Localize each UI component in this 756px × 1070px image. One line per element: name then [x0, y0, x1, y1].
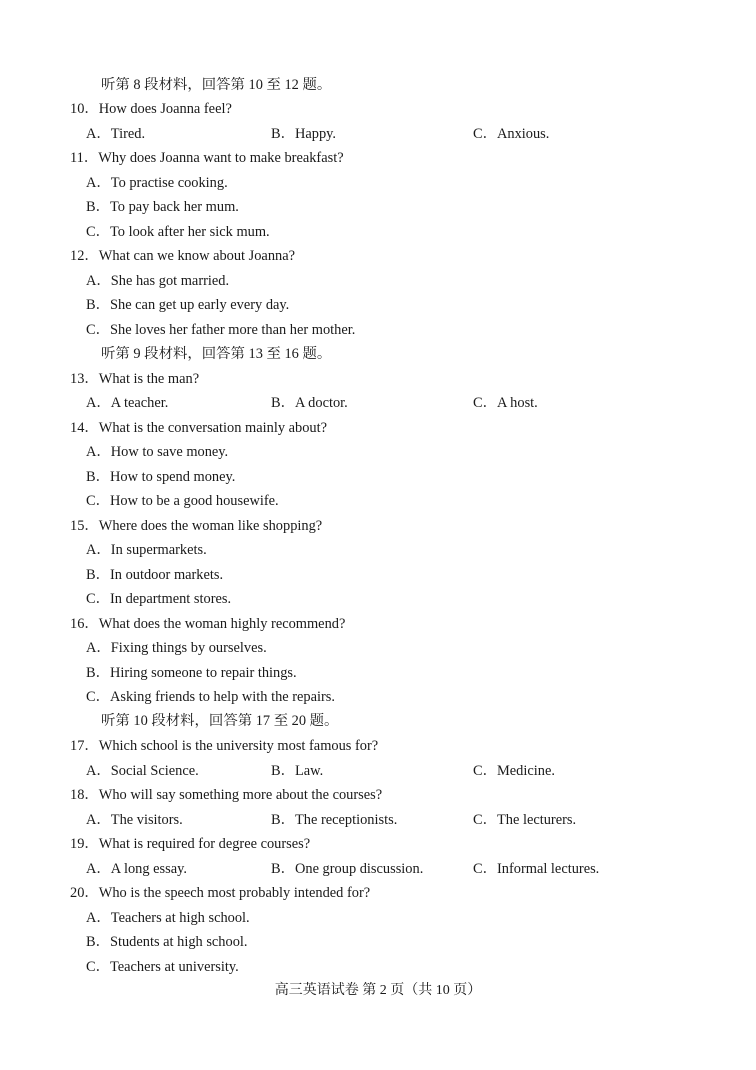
question-11-stem: 11．Why does Joanna want to make breakfast?: [70, 150, 344, 166]
question-14-option-a: A．How to save money.: [86, 444, 229, 460]
question-14-option-b: B．How to spend money.: [86, 469, 236, 485]
option-c: C．The lecturers.: [473, 812, 577, 828]
option-a: A．Tired.: [86, 126, 146, 142]
question-20-option-a: A．Teachers at high school.: [86, 910, 250, 926]
question-19-stem: 19．What is required for degree courses?: [70, 836, 311, 852]
question-17-options: [0, 759, 756, 784]
section-heading-9: 听第 9 段材料，回答第 13 至 16 题。: [101, 346, 332, 362]
question-12-option-a: A．She has got married.: [86, 273, 230, 289]
question-16-option-b: B．Hiring someone to repair things.: [86, 665, 297, 681]
question-14-stem: 14．What is the conversation mainly about?: [70, 420, 327, 436]
page-footer: 高三英语试卷 第 2 页（共 10 页）: [274, 983, 482, 998]
question-20-stem: 20．Who is the speech most probably intended for?: [70, 885, 371, 901]
question-15-option-a: A．In supermarkets.: [86, 542, 207, 558]
question-12-stem: 12．What can we know about Joanna?: [70, 248, 295, 264]
question-11-option-b: B．To pay back her mum.: [86, 199, 239, 215]
question-11-option-c: C．To look after her sick mum.: [86, 224, 270, 240]
section-heading-8: 听第 8 段材料，回答第 10 至 12 题。: [101, 77, 332, 93]
question-19-options: [0, 857, 756, 882]
question-12-option-b: B．She can get up early every day.: [86, 297, 290, 313]
option-b: B．The receptionists.: [271, 812, 398, 828]
question-20-option-c: C．Teachers at university.: [86, 959, 239, 975]
option-a: A．A long essay.: [86, 861, 187, 877]
question-14-option-c: C．How to be a good housewife.: [86, 493, 279, 509]
question-15-option-c: C．In department stores.: [86, 591, 232, 607]
question-16-option-a: A．Fixing things by ourselves.: [86, 640, 267, 656]
option-c: C．Medicine.: [473, 763, 555, 779]
option-a: A．The visitors.: [86, 812, 183, 828]
question-18-stem: 18．Who will say something more about the courses?: [70, 787, 383, 803]
option-a: A．A teacher.: [86, 395, 169, 411]
question-13-options: [0, 391, 756, 416]
question-11-option-a: A．To practise cooking.: [86, 175, 228, 191]
question-10-options: [0, 122, 756, 147]
question-15-option-b: B．In outdoor markets.: [86, 567, 224, 583]
option-c: C．Anxious.: [473, 126, 550, 142]
option-b: B．Happy.: [271, 126, 337, 142]
question-13-stem: 13．What is the man?: [70, 371, 200, 387]
question-15-stem: 15．Where does the woman like shopping?: [70, 518, 323, 534]
question-16-stem: 16．What does the woman highly recommend?: [70, 616, 346, 632]
question-10-stem: 10．How does Joanna feel?: [70, 101, 232, 117]
option-c: C．Informal lectures.: [473, 861, 600, 877]
option-b: B．Law.: [271, 763, 324, 779]
option-b: B．A doctor.: [271, 395, 348, 411]
option-b: B．One group discussion.: [271, 861, 424, 877]
option-a: A．Social Science.: [86, 763, 199, 779]
question-16-option-c: C．Asking friends to help with the repairs.: [86, 689, 335, 705]
question-12-option-c: C．She loves her father more than her mother.: [86, 322, 356, 338]
option-c: C．A host.: [473, 395, 538, 411]
question-18-options: [0, 808, 756, 833]
question-20-option-b: B．Students at high school.: [86, 934, 248, 950]
question-17-stem: 17．Which school is the university most famous for?: [70, 738, 379, 754]
section-heading-10: 听第 10 段材料，回答第 17 至 20 题。: [101, 713, 339, 729]
